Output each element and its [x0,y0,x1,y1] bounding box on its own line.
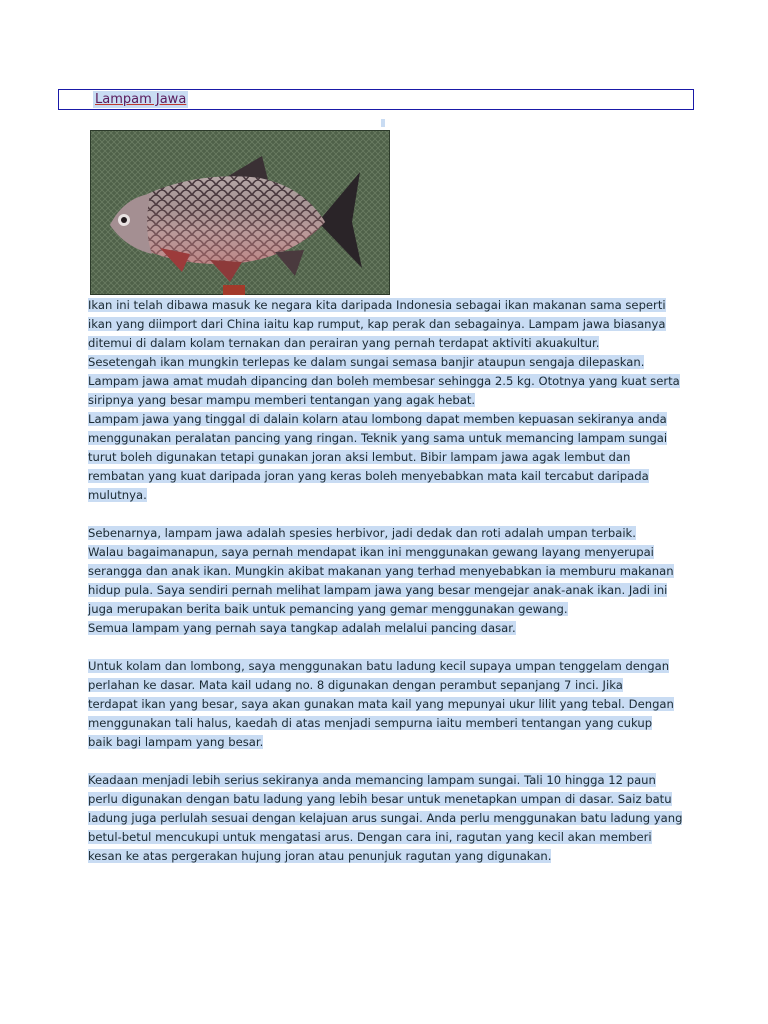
text-line: Keadaan menjadi lebih serius sekiranya anda memancing lampam sungai. Tali 10 hingga 12 paun [88,773,656,787]
selection-marker [381,119,385,127]
text-line: hidup pula. Saya sendiri pernah melihat lampam jawa yang besar mengejar anak-anak ikan. Jadi ini [88,583,668,597]
text-line: ditemui di dalam kolam ternakan dan perairan yang pernah terdapat aktiviti akuakultur. [88,336,600,350]
article-body [88,296,688,885]
text-line: rembatan yang kuat daripada joran yang keras boleh menyebabkan mata kail tercabut daripada [88,469,649,483]
text-line: ladung juga perlulah sesuai dengan kelajuan arus sungai. Anda perlu menggunakan batu ladung yang [88,811,683,825]
fish-photo [90,130,390,295]
text-line: Sebenarnya, lampam jawa adalah spesies herbivor, jadi dedak dan roti adalah umpan terbaik. [88,526,636,540]
text-line: Walau bagaimanapun, saya pernah mendapat ikan ini menggunakan gewang layang menyerupai [88,545,654,559]
text-line: mulutnya. [88,488,147,502]
text-line: perlahan ke dasar. Mata kail udang no. 8 digunakan dengan perambut sepanjang 7 inci. Jika [88,678,623,692]
paragraph [88,657,688,752]
text-line: kesan ke atas pergerakan hujung joran atau penunjuk ragutan yang digunakan. [88,849,552,863]
text-line: juga merupakan berita baik untuk pemancing yang gemar menggunakan gewang. [88,602,568,616]
title-box [58,89,694,110]
text-line: menggunakan tali halus, kaedah di atas menjadi sempurna iaitu memberi tentangan yang cukup [88,716,653,730]
paragraph [88,524,688,638]
text-line: menggunakan peralatan pancing yang ringan. Teknik yang sama untuk memancing lampam sungai [88,431,668,445]
text-line: serangga dan anak ikan. Mungkin akibat makanan yang terhad menyebabkan ia memburu makanan [88,564,674,578]
text-line: Ikan ini telah dibawa masuk ke negara kita daripada Indonesia sebagai ikan makanan sama seperti [88,298,666,312]
text-line: betul-betul mencukupi untuk mengatasi arus. Dengan cara ini, ragutan yang kecil akan memberi [88,830,652,844]
text-line: baik bagi lampam yang besar. [88,735,264,749]
text-line: siripnya yang besar mampu memberi tentangan yang agak hebat. [88,393,476,407]
text-line: Lampam jawa yang tinggal di dalain kolarn atau lombong dapat memben kepuasan sekiranya anda [88,412,667,426]
text-line: Lampam jawa amat mudah dipancing dan boleh membesar sehingga 2.5 kg. Ototnya yang kuat serta [88,374,680,388]
page-title: Lampam Jawa [95,92,187,107]
paragraph [88,296,688,505]
text-line: Sesetengah ikan mungkin terlepas ke dalam sungai semasa banjir ataupun sengaja dilepaskan. [88,355,645,369]
text-line: turut boleh digunakan tetapi gunakan joran aksi lembut. Bibir lampam jawa agak lembut dan [88,450,631,464]
text-line: Untuk kolam dan lombong, saya menggunakan batu ladung kecil supaya umpan tenggelam dengan [88,659,670,673]
text-line: Semua lampam yang pernah saya tangkap adalah melalui pancing dasar. [88,621,516,635]
text-line: terdapat ikan yang besar, saya akan gunakan mata kail yang mepunyai ukur lilit yang tebal. Dengan [88,697,674,711]
text-line: perlu digunakan dengan batu ladung yang lebih besar untuk menetapkan umpan di dasar. Saiz batu [88,792,672,806]
text-line: ikan yang diimport dari China iaitu kap rumput, kap perak dan sebagainya. Lampam jawa biasanya [88,317,666,331]
paragraph [88,771,688,866]
